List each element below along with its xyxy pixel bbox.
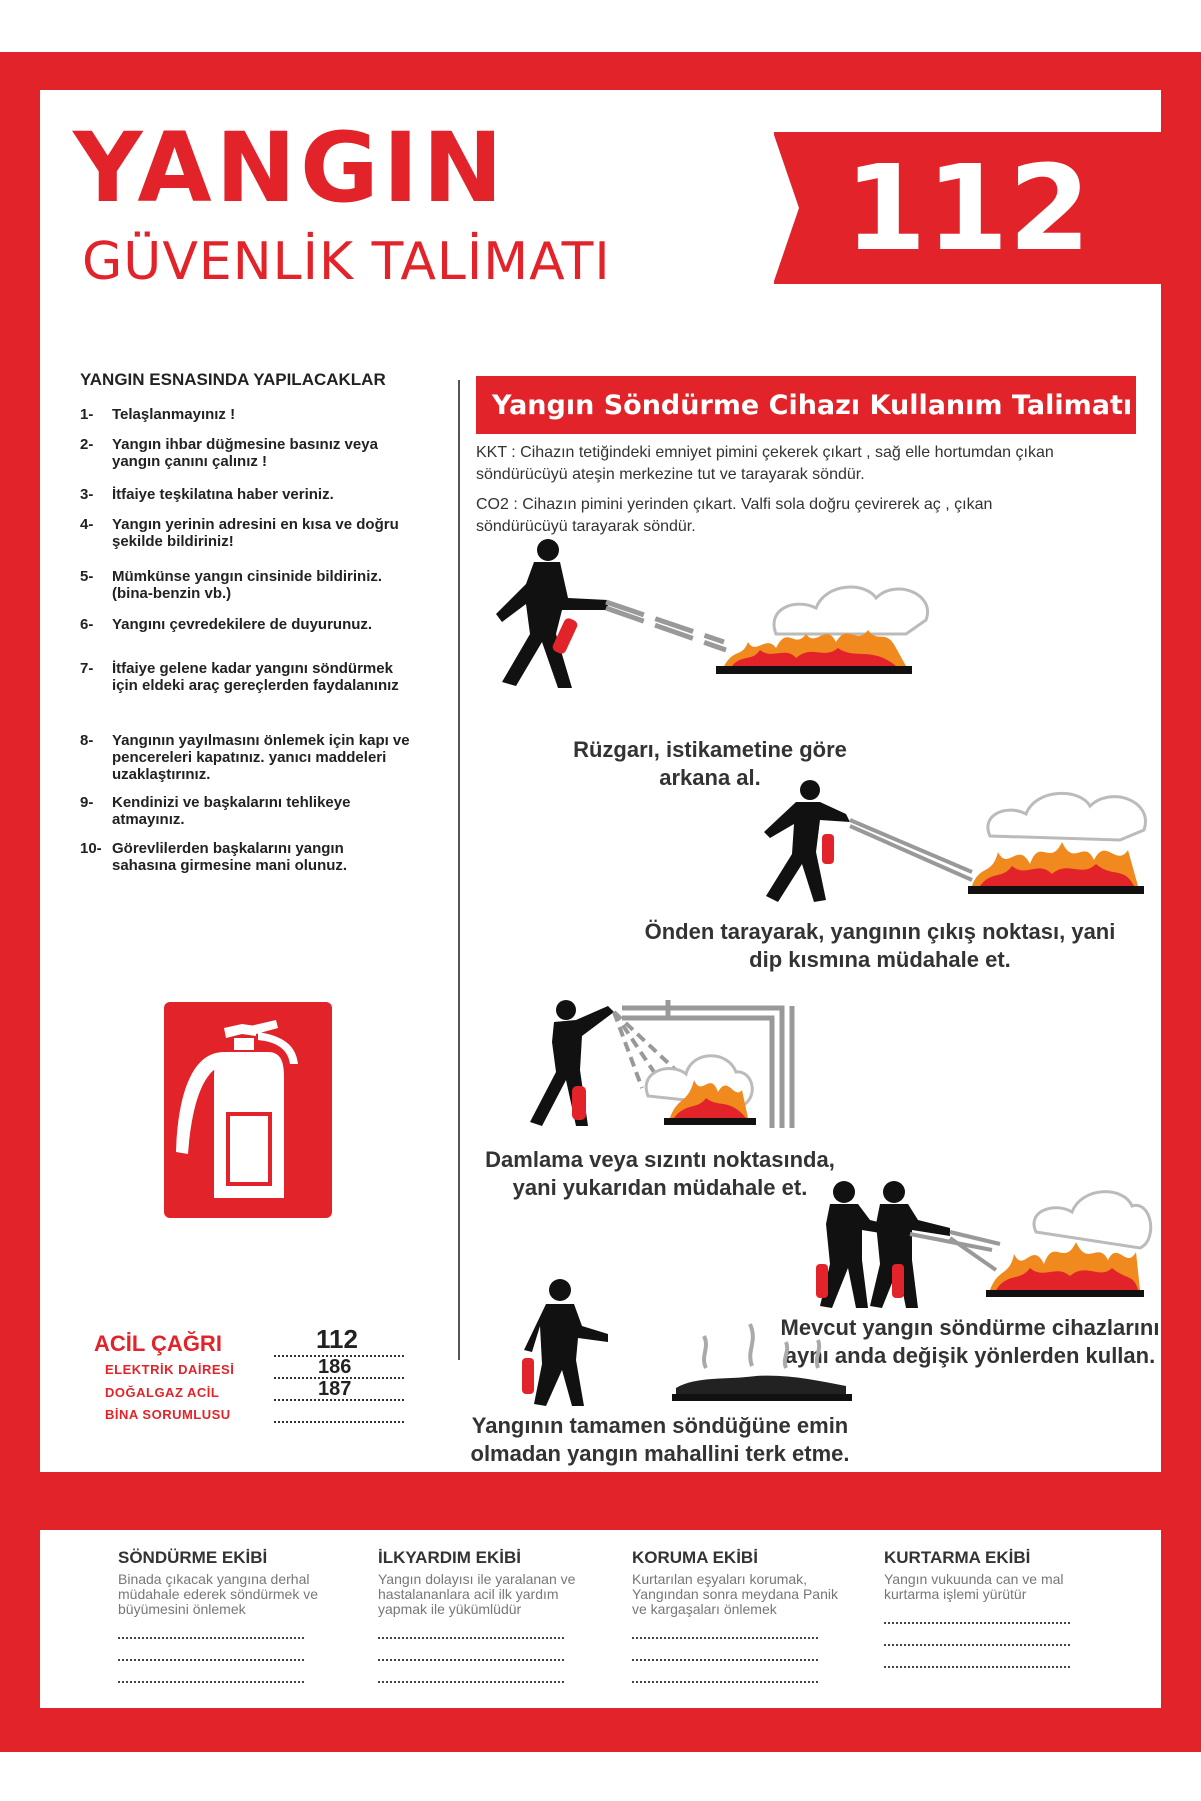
team-description: Binada çıkacak yangına derhal müdahale ederek söndürmek ve büyümesini önlemek (118, 1571, 319, 1617)
left-heading: YANGIN ESNASINDA YAPILACAKLAR (80, 370, 386, 389)
firefighter-figure (764, 780, 850, 902)
fire-tray (664, 1118, 756, 1125)
fill-line (378, 1681, 564, 1683)
dogalgaz-label: DOĞALGAZ ACİL (105, 1385, 220, 1400)
caption-1: Rüzgarı, istikametine göre arkana al. (573, 737, 847, 790)
title: YANGIN (73, 112, 507, 224)
team-column (632, 1548, 852, 1683)
main-panel: YANGIN GÜVENLİK TALİMATI 112 YANGIN ESNASINDA YAPILACAKLAR 1- Telaşlanmayınız ! 2- Yangın ihbar düğmesine basınız veya yangın çanını çalınız ! 3- İtfaiye teşkilatına haber veriniz. 4- Yangın yerinin adresini en kısa ve doğru şekilde bildiriniz! 5- Mümkünse yangın cinsinide bildiriniz. (bina-benzin vb.) 6- Yangını çevredekilere de duyurunuz. 7- İtfaiye gelene kadar yangını söndürmek için eldeki araç gereçlerden faydalanınız 8- Yangının yayılmasını önlemek için kapı ve pencereleri kapatınız. yanıcı maddeleri uzaklaştırınız. 9- Kendinizi ve başkalarını tehlikeye atmayınız. 10- Görevlilerden başkalarını yangın sahasına girmesine mani olunuz. ACİL ÇAĞRI 112 ELEKTRİK DAİRESİ 186 DOĞALGAZ ACİL 187 BİNA SORUMLUSU Yangın Söndürme Cihazı Kullanım Talimatı KKT : Cihazın tetiğindeki emniyet pimini çekerek çıkart , sağ elle hortumdan çıkan söndürücüyü ateşin merkezine tut ve tarayarak söndür. CO2 : Cihazın pimini yerinden çıkart. Valfi sola doğru çevirerek aç , çıkan söndürücüyü tarayarak söndür. Rüzgarı, istikametine göre arkana al. Önden tarayarak, yangının çıkış noktası, yani dip kısmına müdahale et. Damlama veya sızıntı noktasında, yani yukarıdan müdahale et. Mevcut yangın söndürme cihazlarını aynı anda değişik yönlerden kullan. Yangının tamamen söndüğüne emin olmadan yangın mahallini terk etme. (40, 90, 1161, 1472)
fill-line (632, 1637, 818, 1639)
fill-line (632, 1659, 818, 1661)
fill-line (118, 1637, 304, 1639)
team-description: Yangın dolayısı ile yaralanan ve hastalananlara acil ilk yardım yapmak ile yükümlüdür (378, 1571, 576, 1617)
emergency-number: 112 (844, 139, 1091, 277)
fill-line (118, 1681, 304, 1683)
extinguisher-sign (164, 1002, 332, 1218)
elektrik-label: ELEKTRİK DAİRESİ (105, 1362, 235, 1377)
poster-frame (0, 52, 1201, 1752)
spray-stream (606, 602, 726, 650)
burnt-residue (676, 1376, 846, 1394)
sweep-base-illustration (740, 780, 1160, 910)
caption-3: Damlama veya sızıntı noktasında, yani yukarıdan müdahale et. (485, 1147, 835, 1200)
acil-cagri-label: ACİL ÇAĞRI (94, 1331, 222, 1356)
extinguisher-cylinder (822, 834, 834, 864)
fire-tray (716, 666, 912, 674)
subtitle: GÜVENLİK TALİMATI (82, 232, 611, 292)
fire-tray (986, 1290, 1144, 1297)
team-column (884, 1548, 1104, 1668)
fill-line (884, 1644, 1070, 1646)
do-not-leave-illustration (496, 1276, 956, 1406)
fire-tray (672, 1394, 852, 1401)
fill-line (118, 1659, 304, 1661)
team-title: SÖNDÜRME EKİBİ (118, 1548, 268, 1567)
dogalgaz-number: 187 (318, 1378, 352, 1400)
wind-behind-illustration (476, 538, 936, 688)
smoke-cloud (988, 793, 1146, 840)
smoke-cloud (774, 587, 928, 634)
emergency-banner (774, 132, 1161, 284)
fill-line (378, 1659, 564, 1661)
bina-sorumlusu-label: BİNA SORUMLUSU (105, 1407, 231, 1422)
team-column (378, 1548, 598, 1683)
team-title: KORUMA EKİBİ (632, 1548, 758, 1567)
bina-sorumlusu-line (274, 1421, 404, 1423)
right-heading: Yangın Söndürme Cihazı Kullanım Talimatı (476, 376, 1136, 434)
fill-line (632, 1681, 818, 1683)
team-title: İLKYARDIM EKİBİ (378, 1548, 521, 1567)
teams-panel (40, 1530, 1161, 1708)
caption-4: Mevcut yangın söndürme cihazlarını aynı anda değişik yönlerden kullan. (780, 1315, 1160, 1368)
elektrik-number: 186 (318, 1356, 352, 1378)
team-description: Kurtarılan eşyaları korumak, Yangından sonra meydana Panik ve kargaşaları önlemek (632, 1571, 838, 1617)
extinguisher-cylinder (572, 1086, 586, 1120)
team-description: Yangın vukuunda can ve mal kurtarma işlemi yürütür (884, 1571, 1064, 1602)
smoke-wisps (704, 1324, 819, 1368)
column-divider (458, 380, 460, 1360)
firefighter-figure (496, 539, 608, 688)
spray-stream (850, 820, 972, 880)
kkt-instruction: KKT : Cihazın tetiğindeki emniyet pimini çekerek çıkart , sağ elle hortumdan çıkan söndürücüyü ateşin merkezine tut ve tarayarak söndür. (476, 444, 1054, 483)
team-column (118, 1548, 338, 1683)
drip-point-illustration (502, 980, 832, 1130)
co2-instruction: CO2 : Cihazın pimini yerinden çıkart. Valfi sola doğru çevirerek aç , çıkan söndürücüyü tarayarak söndür. (476, 496, 993, 535)
extinguisher-cylinder (522, 1358, 534, 1394)
caption-5: Yangının tamamen söndüğüne emin olmadan yangın mahallini terk etme. (470, 1413, 850, 1466)
fire-extinguisher-icon (164, 1002, 332, 1218)
fill-line (884, 1666, 1070, 1668)
firefighter-figure (524, 1279, 608, 1406)
spray-stream (910, 1232, 1000, 1270)
fire-tray (968, 886, 1144, 894)
fill-line (378, 1637, 564, 1639)
fill-line (884, 1622, 1070, 1624)
caption-2: Önden tarayarak, yangının çıkış noktası, yani dip kısmına müdahale et. (644, 919, 1116, 972)
team-title: KURTARMA EKİBİ (884, 1548, 1031, 1567)
smoke-cloud (1034, 1192, 1151, 1248)
acil-cagri-number: 112 (316, 1324, 358, 1354)
